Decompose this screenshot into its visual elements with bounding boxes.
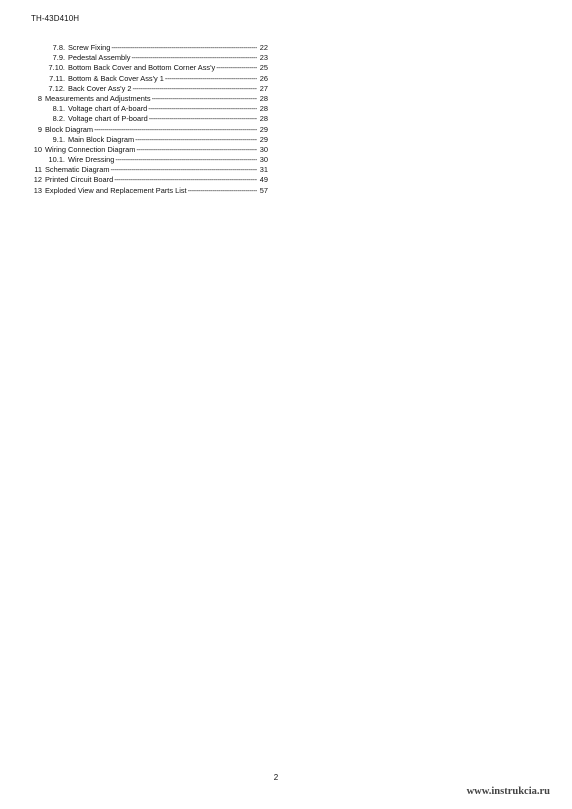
toc-entry-title: Exploded View and Replacement Parts List — [45, 185, 187, 195]
toc-entry-page: 28 — [259, 104, 268, 114]
toc-entry-title: Back Cover Ass'y 2 — [68, 83, 132, 93]
toc-dot-leader — [149, 114, 257, 124]
toc-entry-title: Bottom & Back Cover Ass'y 1 — [68, 73, 164, 83]
toc-dot-leader — [136, 145, 257, 155]
toc-dot-leader — [216, 63, 257, 73]
toc-entry-page: 31 — [259, 165, 268, 175]
toc-dot-leader — [114, 175, 257, 185]
toc-dot-leader — [115, 155, 257, 165]
toc-entry[interactable] — [28, 74, 268, 84]
toc-entry[interactable] — [28, 175, 268, 185]
toc-entry-number: 13 — [33, 185, 42, 195]
toc-entry-number: 12 — [33, 175, 42, 185]
toc-entry-title: Voltage chart of P-board — [68, 114, 148, 124]
toc-entry[interactable] — [28, 165, 268, 175]
toc-entry-number: 9.1. — [52, 134, 65, 144]
toc-entry-title: Wire Dressing — [68, 155, 115, 165]
toc-entry-number: 7.11. — [49, 73, 65, 83]
toc-entry-title: Measurements and Adjustments — [45, 93, 151, 103]
toc-entry-number: 8.2. — [52, 114, 65, 124]
toc-entry-page: 30 — [259, 155, 268, 165]
toc-entry-page: 30 — [259, 144, 268, 154]
toc-entry-number: 8.1. — [52, 104, 65, 114]
toc-entry-number: 7.10. — [48, 63, 65, 73]
toc-entry[interactable] — [28, 186, 268, 196]
toc-entry-title: Screw Fixing — [68, 43, 111, 52]
toc-dot-leader — [135, 135, 257, 145]
page-number: 2 — [273, 773, 279, 782]
toc-entry[interactable] — [28, 43, 268, 53]
toc-entry[interactable] — [28, 94, 268, 104]
toc-entry-number: 9 — [37, 124, 42, 134]
toc-entry-page: 22 — [259, 43, 268, 52]
toc-entry-page: 26 — [259, 73, 268, 83]
document-model-header: TH-43D410H — [31, 14, 80, 23]
toc-entry-page: 28 — [259, 114, 268, 124]
toc-dot-leader — [165, 74, 257, 84]
toc-entry-page: 25 — [259, 63, 268, 73]
toc-entry-page: 23 — [259, 53, 268, 63]
toc-dot-leader — [132, 84, 257, 94]
toc-entry[interactable] — [28, 155, 268, 165]
toc-entry-page: 57 — [259, 185, 268, 195]
toc-entry-page: 27 — [259, 83, 268, 93]
toc-entry[interactable] — [28, 63, 268, 73]
toc-dot-leader — [110, 165, 257, 175]
toc-entry-page: 49 — [259, 175, 268, 185]
toc-entry[interactable] — [28, 114, 268, 124]
toc-dot-leader — [148, 104, 257, 114]
toc-entry-number: 8 — [37, 93, 42, 103]
toc-entry-page: 29 — [259, 124, 268, 134]
toc-entry-title: Schematic Diagram — [45, 165, 110, 175]
toc-entry[interactable] — [28, 53, 268, 63]
toc-entry-title: Wiring Connection Diagram — [45, 144, 136, 154]
toc-dot-leader — [152, 94, 257, 104]
toc-dot-leader — [188, 186, 257, 196]
toc-dot-leader — [94, 125, 257, 135]
toc-entry-title: Main Block Diagram — [68, 134, 135, 144]
toc-dot-leader — [131, 53, 257, 63]
toc-entry-title: Pedestal Assembly — [68, 53, 131, 63]
toc-entry[interactable] — [28, 135, 268, 145]
toc-entry-title: Bottom Back Cover and Bottom Corner Ass'y — [68, 63, 216, 73]
toc-dot-leader — [111, 43, 257, 53]
toc-entry-number: 7.12. — [48, 83, 65, 93]
toc-entry-number: 11 — [34, 165, 42, 175]
toc-entry-number: 7.8. — [52, 43, 65, 52]
toc-entry-number: 10.1. — [48, 155, 65, 165]
toc-entry-number: 10 — [33, 144, 42, 154]
toc-entry-title: Voltage chart of A-board — [68, 104, 148, 114]
toc-entry[interactable] — [28, 125, 268, 135]
toc-entry[interactable] — [28, 84, 268, 94]
toc-entry[interactable] — [28, 145, 268, 155]
toc-entry-number: 7.9. — [52, 53, 65, 63]
toc-entry-title: Printed Circuit Board — [45, 175, 114, 185]
toc-entry-title: Block Diagram — [45, 124, 94, 134]
toc-entry-page: 28 — [259, 93, 268, 103]
toc-entry-page: 29 — [259, 134, 268, 144]
toc-entry[interactable] — [28, 104, 268, 114]
watermark: www.instrukcia.ru — [466, 786, 550, 797]
table-of-contents — [28, 43, 268, 196]
